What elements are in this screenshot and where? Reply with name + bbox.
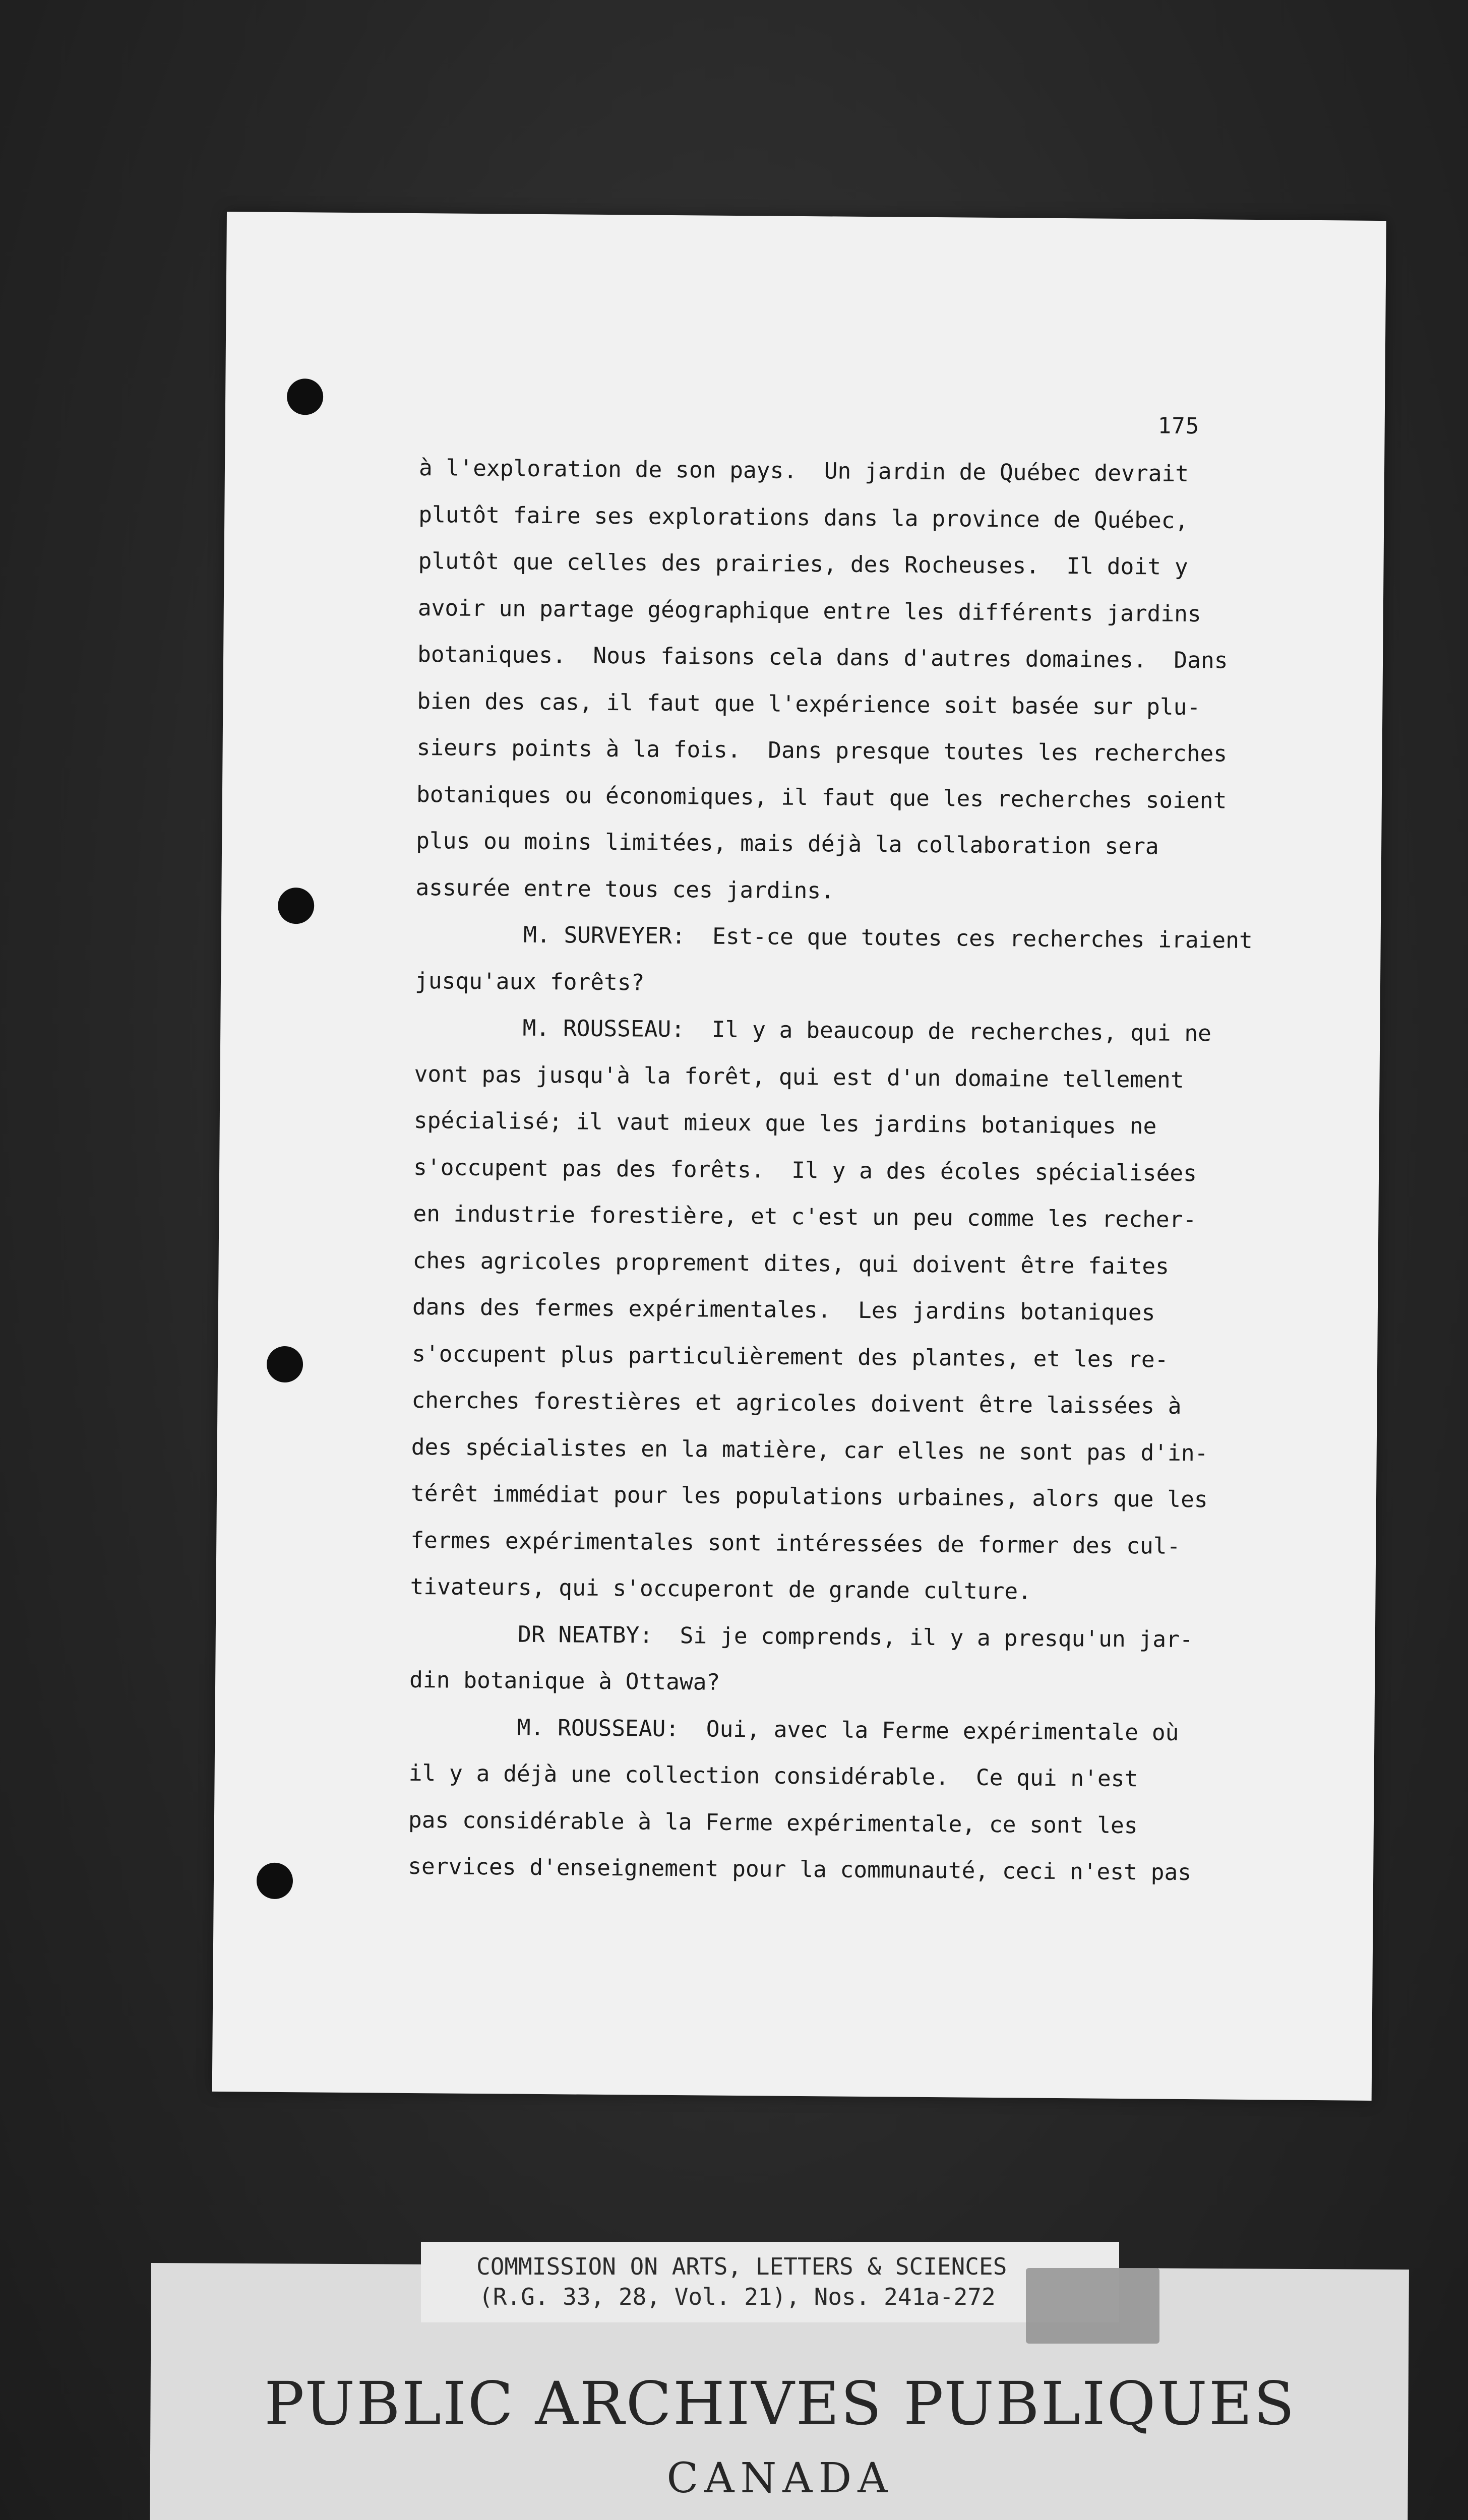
- text-line: cherches forestières et agricoles doivent être laissées à: [411, 1387, 1182, 1419]
- archives-subtitle: CANADA: [666, 2454, 894, 2502]
- text-line: avoir un partage géographique entre les différents jardins: [417, 595, 1201, 627]
- text-line: s'occupent plus particulièrement des plantes, et les re-: [412, 1341, 1169, 1373]
- tape-stain: [1026, 2268, 1159, 2344]
- text-line: sieurs points à la fois. Dans presque toutes les recherches: [416, 734, 1228, 767]
- text-line: spécialisé; il vaut mieux que les jardins botaniques ne: [413, 1107, 1157, 1140]
- text-line: plus ou moins limitées, mais déjà la collaboration sera: [416, 828, 1159, 860]
- text-line: assurée entre tous ces jardins.: [415, 874, 835, 904]
- text-line: bien des cas, il faut que l'expérience soit basée sur plu-: [417, 688, 1201, 720]
- text-line: s'occupent pas des forêts. Il y a des écoles spécialisées: [413, 1154, 1197, 1186]
- text-line: en industrie forestière, et c'est un peu comme les recher-: [413, 1201, 1197, 1233]
- text-line: M. ROUSSEAU: Oui, avec la Ferme expérimentale où: [409, 1714, 1179, 1746]
- text-line: pas considérable à la Ferme expérimentale, ce sont les: [408, 1807, 1138, 1839]
- typed-page: [212, 212, 1386, 2101]
- punch-hole: [267, 1346, 303, 1383]
- text-line: botaniques ou économiques, il faut que les recherches soient: [416, 781, 1227, 814]
- text-line: il y a déjà une collection considérable. Ce qui n'est: [408, 1760, 1138, 1792]
- text-line: fermes expérimentales sont intéressées de former des cul-: [410, 1527, 1181, 1559]
- text-line: ches agricoles proprement dites, qui doivent être faites: [412, 1247, 1170, 1280]
- punch-hole: [278, 888, 315, 924]
- archive-reference-label: [421, 2242, 1119, 2322]
- page-body-text: [408, 445, 1301, 1897]
- text-line: des spécialistes en la matière, car elles ne sont pas d'in-: [411, 1434, 1208, 1466]
- text-line: térêt immédiat pour les populations urbaines, alors que les: [410, 1480, 1208, 1513]
- text-line: din botanique à Ottawa?: [409, 1667, 720, 1695]
- text-line: jusqu'aux forêts?: [414, 968, 645, 996]
- punch-hole: [257, 1863, 293, 1900]
- text-line: à l'exploration de son pays. Un jardin de Québec devrait: [418, 455, 1189, 487]
- text-line: dans des fermes expérimentales. Les jardins botaniques: [412, 1294, 1155, 1326]
- page-number: 175: [1157, 413, 1200, 439]
- text-line: services d'enseignement pour la communauté, ceci n'est pas: [408, 1853, 1192, 1886]
- text-line: M. ROUSSEAU: Il y a beaucoup de recherches, qui ne: [414, 1014, 1212, 1047]
- punch-hole: [287, 379, 324, 415]
- text-line: plutôt faire ses explorations dans la province de Québec,: [418, 501, 1189, 534]
- text-line: tivateurs, qui s'occuperont de grande culture.: [410, 1573, 1032, 1605]
- archive-label-line-2: (R.G. 33, 28, Vol. 21), Nos. 241a-272: [479, 2283, 996, 2310]
- text-line: M. SURVEYER: Est-ce que toutes ces recherches iraient: [415, 921, 1253, 954]
- archive-label-line-1: COMMISSION ON ARTS, LETTERS & SCIENCES: [476, 2253, 1007, 2280]
- archives-title: PUBLIC ARCHIVES PUBLIQUES: [264, 2369, 1296, 2438]
- text-line: DR NEATBY: Si je comprends, il y a presqu'un jar-: [409, 1620, 1193, 1653]
- text-line: botaniques. Nous faisons cela dans d'autres domaines. Dans: [417, 641, 1228, 674]
- text-line: vont pas jusqu'à la forêt, qui est d'un domaine tellement: [414, 1061, 1184, 1093]
- text-line: plutôt que celles des prairies, des Rocheuses. Il doit y: [418, 548, 1188, 580]
